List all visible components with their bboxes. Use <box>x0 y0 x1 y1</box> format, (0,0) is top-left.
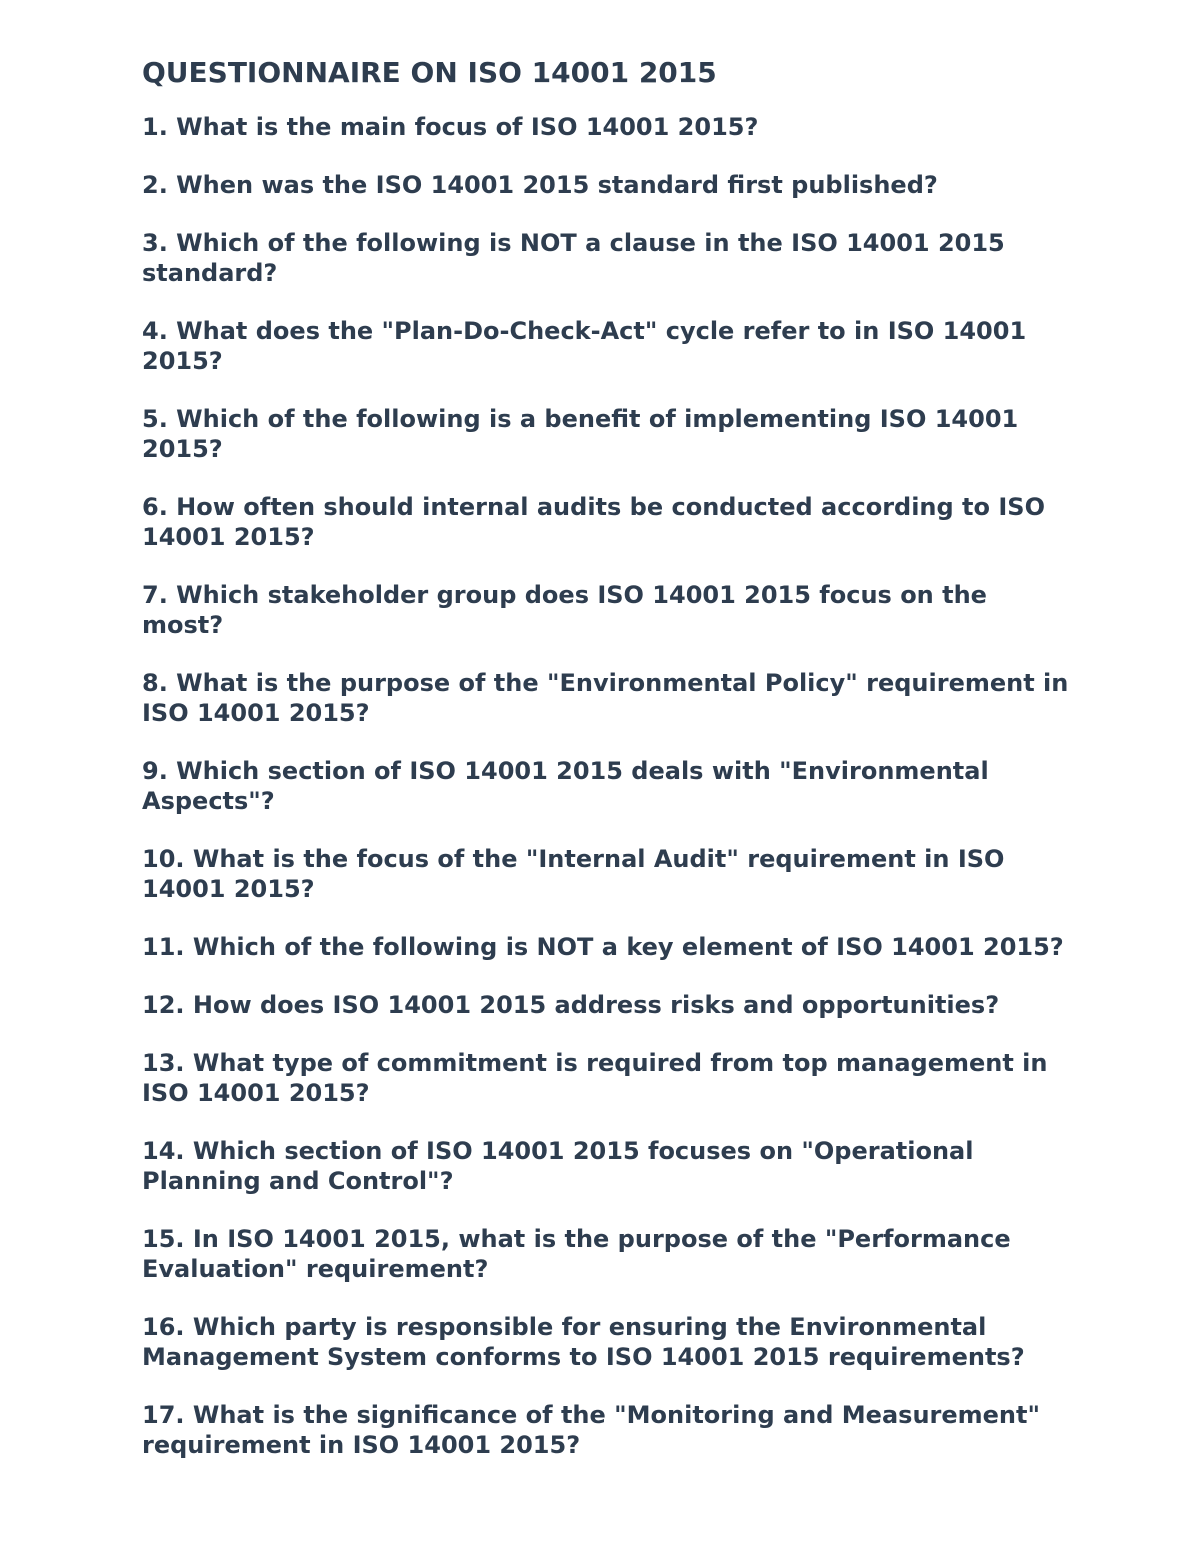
question-item: 3. Which of the following is NOT a clause in the ISO 14001 2015 standard? <box>142 229 1005 287</box>
question-item: 1. What is the main focus of ISO 14001 2015? <box>142 113 759 141</box>
question-item: 17. What is the significance of the "Monitoring and Measurement" requirement in ISO 14001 2015? <box>142 1401 1040 1459</box>
question-item: 12. How does ISO 14001 2015 address risks and opportunities? <box>142 991 1000 1019</box>
document-title: QUESTIONNAIRE ON ISO 14001 2015 <box>142 56 717 89</box>
question-item: 11. Which of the following is NOT a key element of ISO 14001 2015? <box>142 933 1064 961</box>
question-item: 10. What is the focus of the "Internal Audit" requirement in ISO 14001 2015? <box>142 845 1005 903</box>
question-item: 4. What does the "Plan-Do-Check-Act" cycle refer to in ISO 14001 2015? <box>142 317 1027 375</box>
question-item: 5. Which of the following is a benefit of implementing ISO 14001 2015? <box>142 405 1019 463</box>
question-item: 7. Which stakeholder group does ISO 14001 2015 focus on the most? <box>142 581 987 639</box>
question-item: 15. In ISO 14001 2015, what is the purpose of the "Performance Evaluation" requirement? <box>142 1225 1011 1283</box>
question-item: 14. Which section of ISO 14001 2015 focuses on "Operational Planning and Control"? <box>142 1137 974 1195</box>
question-item: 8. What is the purpose of the "Environmental Policy" requirement in ISO 14001 2015? <box>142 669 1069 727</box>
document-page <box>142 56 1072 1488</box>
question-item: 16. Which party is responsible for ensuring the Environmental Management System conforms to ISO 14001 2015 requirements? <box>142 1313 1025 1371</box>
question-item: 6. How often should internal audits be conducted according to ISO 14001 2015? <box>142 493 1045 551</box>
question-item: 9. Which section of ISO 14001 2015 deals with "Environmental Aspects"? <box>142 757 989 815</box>
question-list <box>142 112 1072 1460</box>
question-item: 13. What type of commitment is required from top management in ISO 14001 2015? <box>142 1049 1048 1107</box>
question-item: 2. When was the ISO 14001 2015 standard first published? <box>142 171 938 199</box>
